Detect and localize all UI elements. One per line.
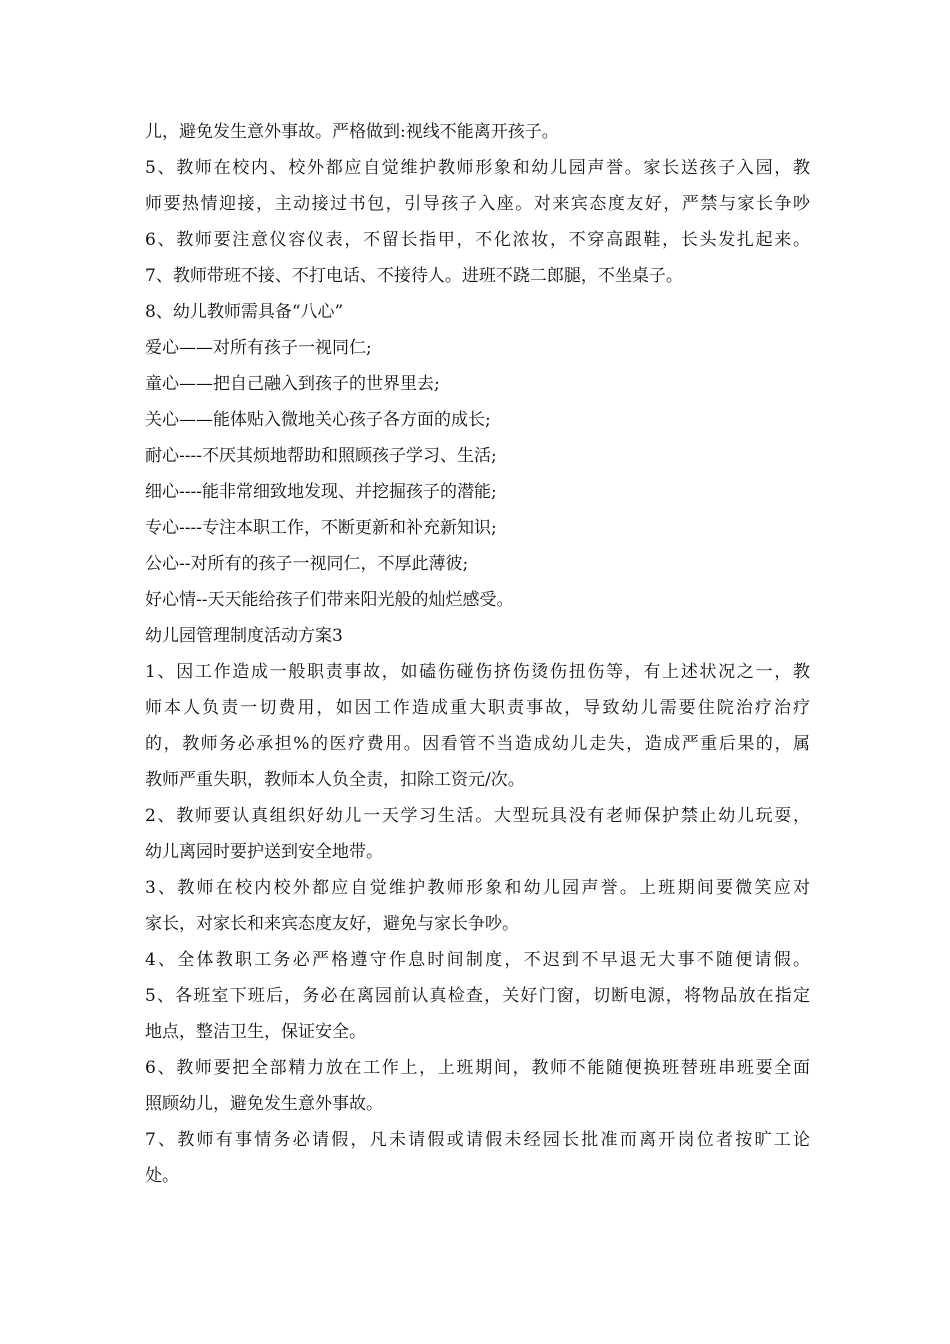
text-line: 关心——能体贴入微地关心孩子各方面的成长;	[145, 410, 491, 430]
text-line: 师要热情迎接，主动接过书包，引导孩子入座。对来宾态度友好，严禁与家长争吵	[145, 194, 810, 214]
text-line: 3、教师在校内校外都应自觉维护教师形象和幼儿园声誉。上班期间要微笑应对	[145, 878, 810, 898]
text-line: 细心----能非常细致地发现、并挖掘孩子的潜能;	[145, 482, 497, 502]
text-line: 1、因工作造成一般职责事故，如磕伤碰伤挤伤烫伤扭伤等，有上述状况之一，教	[145, 662, 810, 682]
text-line: 2、教师要认真组织好幼儿一天学习生活。大型玩具没有老师保护禁止幼儿玩耍，	[145, 806, 810, 826]
text-line: 6、教师要把全部精力放在工作上，上班期间，教师不能随便换班替班串班要全面	[145, 1058, 810, 1078]
text-line: 处。	[145, 1166, 179, 1186]
text-line: 师本人负责一切费用，如因工作造成重大职责事故，导致幼儿需要住院治疗治疗	[145, 698, 810, 718]
text-line: 儿，避免发生意外事故。严格做到:视线不能离开孩子。	[145, 122, 559, 142]
text-line: 的，教师务必承担%的医疗费用。因看管不当造成幼儿走失，造成严重后果的，属	[145, 734, 810, 754]
text-line: 好心情--天天能给孩子们带来阳光般的灿烂感受。	[145, 590, 514, 610]
text-line: 专心----专注本职工作，不断更新和补充新知识;	[145, 518, 497, 538]
section-heading: 幼儿园管理制度活动方案3	[145, 626, 343, 646]
text-line: 家长，对家长和来宾态度友好，避免与家长争吵。	[145, 914, 519, 934]
text-line: 童心——把自己融入到孩子的世界里去;	[145, 374, 440, 394]
text-line: 耐心----不厌其烦地帮助和照顾孩子学习、生活;	[145, 446, 497, 466]
text-line: 地点，整洁卫生，保证安全。	[145, 1022, 366, 1042]
text-line: 7、教师带班不接、不打电话、不接待人。进班不跷二郎腿，不坐桌子。	[145, 266, 683, 286]
text-line: 照顾幼儿，避免发生意外事故。	[145, 1094, 383, 1114]
text-line: 幼儿离园时要护送到安全地带。	[145, 842, 383, 862]
text-line: 4、全体教职工务必严格遵守作息时间制度，不迟到不早退无大事不随便请假。	[145, 950, 810, 970]
text-line: 7、教师有事情务必请假，凡未请假或请假未经园长批准而离开岗位者按旷工论	[145, 1130, 810, 1150]
text-line: 5、教师在校内、校外都应自觉维护教师形象和幼儿园声誉。家长送孩子入园，教	[145, 158, 810, 178]
text-line: 爱心——对所有孩子一视同仁;	[145, 338, 372, 358]
text-line: 公心--对所有的孩子一视同仁，不厚此薄彼;	[145, 554, 469, 574]
text-line: 6、教师要注意仪容仪表，不留长指甲，不化浓妆，不穿高跟鞋，长头发扎起来。	[145, 230, 810, 250]
document-body	[145, 120, 810, 1200]
text-line: 教师严重失职，教师本人负全责，扣除工资元/次。	[145, 770, 525, 790]
text-line: 5、各班室下班后，务必在离园前认真检查，关好门窗，切断电源，将物品放在指定	[145, 986, 810, 1006]
text-line: 8、幼儿教师需具备“八心”	[145, 302, 344, 322]
